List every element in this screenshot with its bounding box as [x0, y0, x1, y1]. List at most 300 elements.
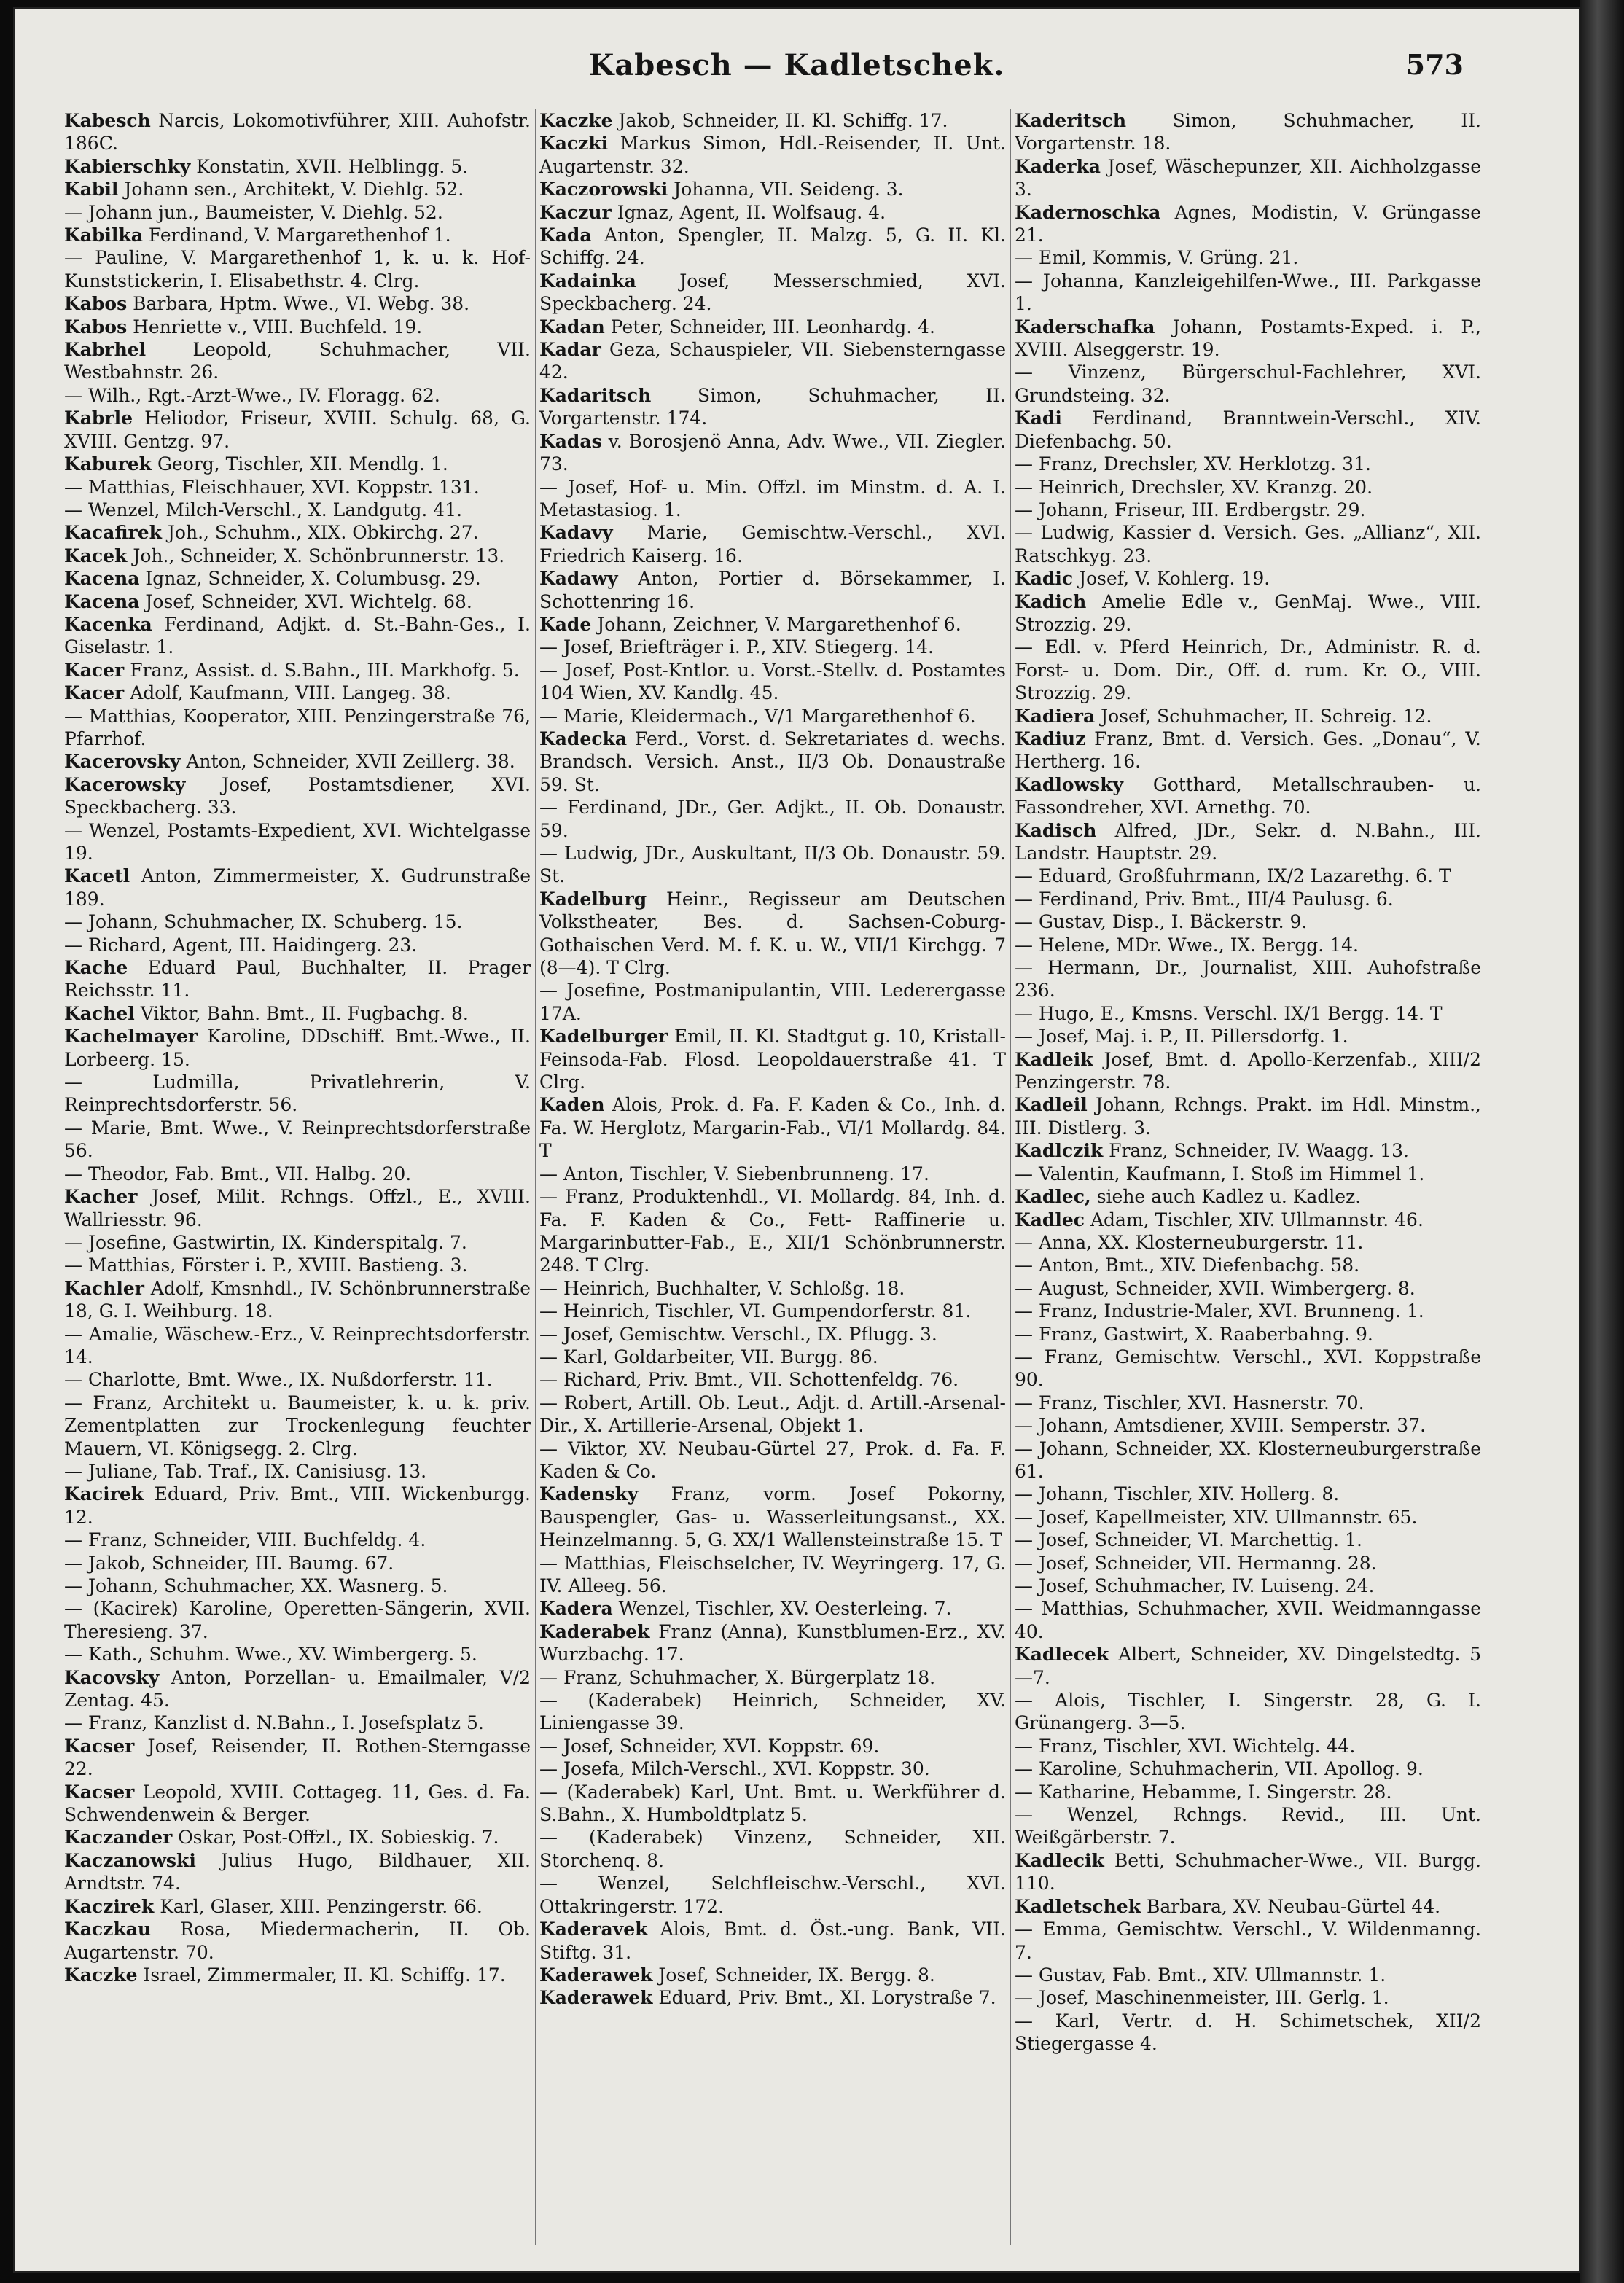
entry-details: — Charlotte, Bmt. Wwe., IX. Nußdorferstr. 11.: [64, 1369, 493, 1391]
entry-surname: Kaderawek: [539, 1987, 653, 2009]
entry-surname: Kabos: [64, 316, 128, 337]
entry-details: Narcis, Lokomotivführer, XIII. Auhofstr. 186C.: [64, 110, 531, 155]
entry-surname: Kada: [539, 225, 592, 246]
running-head: Kabesch — Kadletschek.: [588, 48, 1005, 82]
entry-details: Eduard, Priv. Bmt., VIII. Wickenburgg. 12.: [64, 1483, 531, 1528]
entry-surname: Kacena: [64, 568, 140, 590]
directory-entry: [1015, 1346, 1481, 1392]
entry-details: — Josefa, Milch-Verschl., XVI. Koppstr. 30.: [539, 1758, 930, 1780]
directory-entry: [539, 1552, 1006, 1598]
entry-surname: Kabrhel: [64, 339, 147, 361]
directory-entry: [1015, 819, 1481, 865]
directory-entry: [64, 1574, 531, 1597]
entry-surname: Kadaritsch: [539, 384, 652, 406]
directory-entry: [1015, 888, 1481, 910]
directory-entry: [64, 1781, 531, 1827]
directory-entry: [539, 567, 1006, 613]
entry-surname: Kadawy: [539, 568, 618, 590]
entry-surname: Kache: [64, 957, 128, 979]
directory-entry: [539, 1025, 1006, 1093]
entry-surname: Kaczke: [64, 1964, 138, 1986]
entry-details: — Josef, Hof- u. Min. Offzl. im Minstm. d. A. I. Metastasiog. 1.: [539, 476, 1006, 520]
entry-surname: Kaczirek: [64, 1895, 155, 1917]
directory-entry: [64, 1002, 531, 1025]
entry-details: — Pauline, V. Margarethenhof 1, k. u. k. Hof-Kunststickerin, I. Elisabethstr. 4. Clrg.: [64, 247, 531, 292]
entry-surname: Kaderka: [1015, 155, 1101, 177]
entry-details: — Franz, Drechsler, XV. Herklotzg. 31.: [1015, 453, 1371, 475]
entry-details: — Josef, Post-Kntlor. u. Vorst.-Stellv. d. Postamtes 104 Wien, XV. Kandlg. 45.: [539, 659, 1006, 704]
directory-entry: [539, 384, 1006, 430]
directory-entry: [1015, 910, 1481, 933]
directory-entry: [539, 659, 1006, 705]
directory-entry: [539, 1277, 1006, 1300]
entry-details: — Franz, Produktenhdl., VI. Mollardg. 84, Inh. d. Fa. F. Kaden & Co., Fett- Raffinerie u. Margarinbutter-Fab., E., XII/1 Schönbrunnerstr. 248. T Clrg.: [539, 1186, 1006, 1276]
directory-entry: [1015, 567, 1481, 590]
directory-entry: [539, 727, 1006, 796]
directory-entry: [1015, 590, 1481, 636]
entry-details: Emil, II. Kl. Stadtgut g. 10, Kristall-Feinsoda-Fab. Flosd. Leopoldauerstraße 41. T Clrg.: [539, 1026, 1006, 1093]
entry-details: — Karoline, Schuhmacherin, VII. Apollog. 9.: [1015, 1758, 1424, 1780]
entry-surname: Kadavy: [539, 522, 613, 544]
directory-entry: [64, 750, 531, 773]
directory-entry: [1015, 1002, 1481, 1025]
entry-details: Simon, Schuhmacher, II. Vorgartenstr. 174.: [539, 384, 1007, 429]
directory-entry: [539, 270, 1006, 316]
entry-surname: Kabierschky: [64, 155, 191, 177]
directory-entry: [539, 1620, 1006, 1666]
entry-surname: Kadas: [539, 430, 602, 452]
entry-surname: Kadlecik: [1015, 1849, 1104, 1871]
entry-details: Ferdinand, V. Margarethenhof 1.: [148, 225, 451, 246]
entry-details: — Gustav, Fab. Bmt., XIV. Ullmannstr. 1.: [1015, 1964, 1386, 1986]
entry-details: Alois, Bmt. d. Öst.-ung. Bank, VII. Stiftg. 31.: [539, 1919, 1006, 1963]
directory-entry: [1015, 1735, 1481, 1757]
entry-surname: Kadich: [1015, 590, 1087, 612]
entry-details: Johann sen., Architekt, V. Diehlg. 52.: [124, 179, 464, 200]
directory-entry: [64, 956, 531, 1002]
entry-surname: Kadar: [539, 339, 601, 361]
directory-entry: [1015, 1552, 1481, 1574]
directory-entry: [1015, 270, 1481, 316]
entry-details: Geza, Schauspieler, VII. Siebensterngasse 42.: [539, 339, 1006, 383]
directory-entry: [64, 292, 531, 315]
entry-details: Anton, Zimmermeister, X. Gudrunstraße 189.: [64, 865, 531, 910]
directory-entry: [1015, 1597, 1481, 1643]
entry-details: Leopold, Schuhmacher, VII. Westbahnstr. 26.: [64, 339, 531, 383]
directory-entry: [64, 316, 531, 338]
directory-entry: [539, 796, 1006, 842]
entry-details: Ferd., Vorst. d. Sekretariates d. wechs. Brandsch. Versich. Anst., II/3 Ob. Donaustraße 59. St.: [539, 727, 1007, 795]
directory-entry: [1015, 499, 1481, 521]
directory-entry: [1015, 1643, 1481, 1689]
entry-surname: Kabrle: [64, 407, 133, 429]
directory-entry: [64, 865, 531, 910]
entry-details: — Juliane, Tab. Traf., IX. Canisiusg. 13.: [64, 1460, 427, 1482]
directory-entry: [64, 1826, 531, 1849]
entry-surname: Kadleil: [1015, 1094, 1088, 1116]
entry-details: — Anton, Bmt., XIV. Diefenbachg. 58.: [1015, 1254, 1360, 1276]
directory-page: [13, 7, 1580, 2273]
directory-entry: [539, 613, 1006, 636]
directory-entry: [539, 1666, 1006, 1689]
entry-details: Alfred, JDr., Sekr. d. N.Bahn., III. Landstr. Hauptstr. 29.: [1015, 819, 1481, 864]
entry-details: Ferdinand, Adjkt. d. St.-Bahn-Ges., I. Giselastr. 1.: [64, 613, 531, 658]
entry-surname: Kadlec: [1015, 1209, 1085, 1230]
directory-entry: [1015, 109, 1481, 155]
entry-surname: Kaczorowski: [539, 179, 668, 200]
entry-details: Marie, Gemischtw.-Verschl., XVI. Friedrich Kaiserg. 16.: [539, 522, 1006, 566]
page-number: 573: [1405, 48, 1464, 81]
entry-details: — Anna, XX. Klosterneuburgerstr. 11.: [1015, 1231, 1364, 1253]
directory-entry: [1015, 476, 1481, 499]
entry-details: Joh., Schneider, X. Schönbrunnerstr. 13.: [133, 545, 505, 566]
directory-entry: [1015, 407, 1481, 453]
directory-entry: [64, 1666, 531, 1712]
entry-details: Josef, Milit. Rchngs. Offzl., E., XVIII. Wallriesstr. 96.: [64, 1186, 531, 1230]
entry-details: Franz, Assist. d. S.Bahn., III. Markhofg. 5.: [130, 659, 520, 681]
directory-entry: [64, 1323, 531, 1369]
entry-details: Karl, Glaser, XIII. Penzingerstr. 66.: [160, 1895, 483, 1917]
entry-surname: Kacek: [64, 545, 128, 566]
directory-entry: [539, 1689, 1006, 1735]
entry-details: Julius Hugo, Bildhauer, XII. Arndtstr. 74.: [64, 1849, 531, 1894]
entry-details: Agnes, Modistin, V. Grüngasse 21.: [1015, 201, 1481, 246]
directory-entry: [64, 1918, 531, 1964]
directory-entry: [64, 1117, 531, 1163]
entry-details: — Johann, Friseur, III. Erdbergstr. 29.: [1015, 499, 1366, 520]
entry-surname: Kacena: [64, 590, 140, 612]
entry-details: Josef, Reisender, II. Rothen-Sterngasse 22.: [64, 1735, 531, 1780]
directory-entry: [64, 224, 531, 246]
directory-entry: [64, 1597, 531, 1643]
entry-details: — Matthias, Kooperator, XIII. Penzingerstraße 76, Pfarrhof.: [64, 705, 531, 749]
entry-details: — Viktor, XV. Neubau-Gürtel 27, Prok. d. Fa. F. Kaden & Co.: [539, 1437, 1006, 1482]
directory-entry: [64, 590, 531, 613]
entry-details: — Emil, Kommis, V. Grüng. 21.: [1015, 247, 1299, 269]
directory-entry: [1015, 1689, 1481, 1735]
directory-entry: [64, 1025, 531, 1071]
directory-entry: [64, 705, 531, 751]
entry-surname: Kadernoschka: [1015, 201, 1161, 223]
entry-details: — Ferdinand, JDr., Ger. Adjkt., II. Ob. Donaustr. 59.: [539, 797, 1006, 841]
entry-details: Josef, Bmt. d. Apollo-Kerzenfab., XIII/2 Penzingerstr. 78.: [1015, 1048, 1481, 1093]
entry-details: Franz, Bmt. d. Versich. Ges. „Donau“, V. Hertherg. 16.: [1015, 727, 1481, 773]
entry-details: v. Borosjenö Anna, Adv. Wwe., VII. Ziegler. 73.: [539, 430, 1006, 475]
entry-surname: Kacovsky: [64, 1666, 160, 1688]
entry-surname: Kaderabek: [539, 1620, 650, 1642]
directory-entry: [539, 979, 1006, 1025]
entry-surname: Kadletschek: [1015, 1895, 1141, 1917]
entry-details: Betti, Schuhmacher-Wwe., VII. Burgg. 110.: [1015, 1849, 1481, 1894]
directory-entry: [1015, 1803, 1481, 1849]
directory-entry: [64, 934, 531, 956]
entry-surname: Kadecka: [539, 727, 628, 749]
entry-surname: Kaderawek: [539, 1964, 653, 1986]
entry-details: Leopold, XVIII. Cottageg. 11, Ges. d. Fa. Schwendenwein & Berger.: [64, 1781, 531, 1826]
entry-surname: Kachel: [64, 1002, 135, 1024]
entry-details: Josef, Schneider, XVI. Wichtelg. 68.: [145, 590, 472, 612]
directory-entry: [539, 1781, 1006, 1827]
entry-surname: Kacafirek: [64, 522, 162, 544]
entry-surname: Kaderitsch: [1015, 110, 1127, 131]
directory-entry: [539, 1093, 1006, 1162]
entry-details: — Kath., Schuhm. Wwe., XV. Wimbergerg. 5.: [64, 1644, 477, 1666]
column-left: [64, 109, 536, 2245]
directory-entry: [64, 1071, 531, 1117]
entry-surname: Kacerowsky: [64, 773, 186, 795]
entry-surname: Kadera: [539, 1598, 613, 1620]
directory-entry: [539, 1826, 1006, 1872]
directory-entry: [64, 1392, 531, 1460]
directory-entry: [1015, 705, 1481, 727]
entry-surname: Kadleik: [1015, 1048, 1093, 1070]
entry-details: Josef, Schneider, IX. Bergg. 8.: [658, 1964, 935, 1986]
entry-details: Josef, Postamtsdiener, XVI. Speckbacherg. 33.: [64, 773, 531, 819]
directory-entry: [1015, 1574, 1481, 1597]
directory-entry: [64, 178, 531, 200]
entry-surname: Kacher: [64, 1186, 138, 1208]
entry-details: Israel, Zimmermaler, II. Kl. Schiffg. 17.: [143, 1964, 506, 1986]
entry-details: Peter, Schneider, III. Leonhardg. 4.: [610, 316, 935, 337]
directory-entry: [64, 1712, 531, 1734]
directory-entry: [1015, 934, 1481, 956]
directory-entry: [1015, 1757, 1481, 1780]
directory-entry: [1015, 1964, 1481, 1986]
entry-surname: Kade: [539, 613, 592, 635]
directory-entry: [64, 1552, 531, 1574]
entry-details: — (Kaderabek) Karl, Unt. Bmt. u. Werkführer d. S.Bahn., X. Humboldtplatz 5.: [539, 1781, 1006, 1826]
entry-details: Josef, V. Kohlerg. 19.: [1079, 568, 1270, 590]
directory-entry: [64, 384, 531, 407]
directory-entry: [64, 499, 531, 521]
directory-entry: [539, 1735, 1006, 1757]
directory-entry: [64, 1964, 531, 1986]
directory-entry: [539, 1757, 1006, 1780]
entry-surname: Kachler: [64, 1277, 144, 1299]
directory-entry: [539, 1872, 1006, 1918]
directory-entry: [1015, 1392, 1481, 1414]
entry-details: — Matthias, Fleischhauer, XVI. Koppstr. 131.: [64, 476, 480, 498]
entry-details: — Marie, Kleidermach., V/1 Margarethenhof 6.: [539, 705, 976, 727]
directory-entry: [64, 1483, 531, 1529]
entry-details: — Anton, Tischler, V. Siebenbrunneng. 17.: [539, 1163, 929, 1185]
entry-details: — Johann, Schneider, XX. Klosterneuburgerstraße 61.: [1015, 1437, 1481, 1482]
entry-details: — Franz, Kanzlist d. N.Bahn., I. Josefsplatz 5.: [64, 1712, 484, 1734]
directory-entry: [1015, 1139, 1481, 1162]
entry-surname: Kaczke: [539, 110, 613, 131]
directory-entry: [1015, 453, 1481, 475]
entry-details: — Karl, Vertr. d. H. Schimetschek, XII/2 Stiegergasse 4.: [1015, 2010, 1481, 2055]
directory-entry: [1015, 1437, 1481, 1483]
directory-entry: [1015, 1529, 1481, 1551]
entry-details: Albert, Schneider, XV. Dingelstedtg. 5—7.: [1015, 1644, 1482, 1688]
directory-entry: [539, 1392, 1006, 1437]
entry-details: Viktor, Bahn. Bmt., II. Fugbachg. 8.: [140, 1002, 469, 1024]
directory-entry: [1015, 1163, 1481, 1185]
entry-details: Josef, Schuhmacher, II. Schreig. 12.: [1101, 705, 1432, 727]
directory-entry: [64, 155, 531, 178]
entry-surname: Kadlecek: [1015, 1644, 1109, 1666]
directory-entry: [64, 407, 531, 453]
directory-entry: [539, 178, 1006, 200]
entry-details: — Heinrich, Tischler, VI. Gumpendorferstr. 81.: [539, 1300, 972, 1322]
directory-entry: [1015, 1277, 1481, 1300]
directory-entry: [1015, 1048, 1481, 1094]
entry-details: — Franz, Tischler, XVI. Hasnerstr. 70.: [1015, 1392, 1365, 1413]
entry-details: Konstatin, XVII. Helblingg. 5.: [196, 155, 469, 177]
entry-surname: Kacser: [64, 1781, 135, 1803]
entry-surname: Kachelmayer: [64, 1026, 198, 1047]
entry-details: — Alois, Tischler, I. Singerstr. 28, G. I. Grünangerg. 3—5.: [1015, 1690, 1481, 1734]
entry-details: — Theodor, Fab. Bmt., VII. Halbg. 20.: [64, 1163, 412, 1185]
directory-entry: [1015, 201, 1481, 247]
entry-details: — Franz, Schuhmacher, X. Bürgerplatz 18.: [539, 1666, 936, 1688]
directory-entry: [539, 842, 1006, 888]
entry-surname: Kadlowsky: [1015, 773, 1124, 795]
entry-details: Alois, Prok. d. Fa. F. Kaden & Co., Inh. d. Fa. W. Herglotz, Margarin-Fab., VI/1 Mollardg. 84. T: [539, 1094, 1006, 1162]
entry-details: Ignaz, Schneider, X. Columbusg. 29.: [145, 568, 481, 590]
entry-details: Barbara, XV. Neubau-Gürtel 44.: [1147, 1895, 1441, 1917]
directory-entry: [539, 224, 1006, 270]
directory-entry: [539, 1483, 1006, 1551]
entry-surname: Kaczur: [539, 201, 612, 223]
entry-details: — August, Schneider, XVII. Wimbergerg. 8.: [1015, 1277, 1416, 1299]
directory-entry: [64, 567, 531, 590]
entry-details: — (Kaderabek) Vinzenz, Schneider, XII. Storchenq. 8.: [539, 1827, 1006, 1871]
entry-surname: Kadiera: [1015, 705, 1096, 727]
entry-details: Henriette v., VIII. Buchfeld. 19.: [133, 316, 423, 337]
entry-details: Heliodor, Friseur, XVIII. Schulg. 68, G. XVIII. Gentzg. 97.: [64, 407, 531, 452]
directory-entry: [64, 773, 531, 819]
directory-entry: [539, 109, 1006, 132]
directory-entry: [64, 1231, 531, 1254]
directory-entry: [1015, 1483, 1481, 1505]
entry-details: — Johanna, Kanzleigehilfen-Wwe., III. Parkgasse 1.: [1015, 270, 1481, 315]
directory-entry: [539, 316, 1006, 338]
entry-details: Johann, Postamts-Exped. i. P., XVIII. Alseggerstr. 19.: [1015, 316, 1481, 361]
directory-entry: [539, 1346, 1006, 1368]
directory-entry: [1015, 1414, 1481, 1437]
directory-entry: [1015, 636, 1481, 704]
entry-details: — Eduard, Großfuhrmann, IX/2 Lazarethg. 6. T: [1015, 865, 1451, 887]
entry-details: — Josef, Schuhmacher, IV. Luiseng. 24.: [1015, 1575, 1375, 1596]
entry-details: Adam, Tischler, XIV. Ullmannstr. 46.: [1090, 1209, 1424, 1230]
entry-surname: Kabilka: [64, 225, 143, 246]
directory-entry: [539, 1163, 1006, 1185]
entry-details: Jakob, Schneider, II. Kl. Schiffg. 17.: [618, 110, 948, 131]
column-middle: [539, 109, 1011, 2245]
directory-entry: [1015, 2010, 1481, 2056]
entry-surname: Kaczki: [539, 133, 609, 155]
entry-surname: Kacser: [64, 1735, 135, 1757]
entry-details: — Vinzenz, Bürgerschul-Fachlehrer, XVI. Grundsteing. 32.: [1015, 362, 1481, 406]
entry-details: — Jakob, Schneider, III. Baumg. 67.: [64, 1552, 394, 1574]
entry-details: — Wenzel, Rchngs. Revid., III. Unt. Weißgärberstr. 7.: [1015, 1804, 1481, 1849]
directory-entry: [64, 476, 531, 499]
directory-entry: [539, 1964, 1006, 1986]
entry-details: — Josefine, Gastwirtin, IX. Kinderspitalg. 7.: [64, 1231, 467, 1253]
entry-details: — Josef, Briefträger i. P., XIV. Stiegerg. 14.: [539, 636, 934, 658]
directory-entry: [1015, 1895, 1481, 1918]
directory-entry: [1015, 1025, 1481, 1047]
entry-details: Eduard, Priv. Bmt., XI. Lorystraße 7.: [658, 1987, 996, 2009]
entry-details: — Heinrich, Drechsler, XV. Kranzg. 20.: [1015, 476, 1373, 498]
entry-details: — Johann, Schuhmacher, XX. Wasnerg. 5.: [64, 1575, 448, 1596]
entry-details: — Heinrich, Buchhalter, V. Schloßg. 18.: [539, 1277, 905, 1299]
entry-details: — Matthias, Förster i. P., XVIII. Bastieng. 3.: [64, 1254, 468, 1276]
entry-details: Ferdinand, Branntwein-Verschl., XIV. Diefenbachg. 50.: [1015, 407, 1482, 452]
entry-details: Gotthard, Metallschrauben- u. Fassondreher, XVI. Arnethg. 70.: [1015, 773, 1481, 819]
directory-entry: [64, 338, 531, 384]
directory-entry: [1015, 1781, 1481, 1803]
entry-details: — (Kacirek) Karoline, Operetten-Sängerin, XVII. Theresieng. 37.: [64, 1598, 531, 1642]
entry-surname: Kaczander: [64, 1827, 173, 1849]
directory-entry: [539, 476, 1006, 522]
entry-details: Anton, Porzellan- u. Emailmaler, V/2 Zentag. 45.: [64, 1666, 531, 1712]
entry-details: — Ludwig, Kassier d. Versich. Ges. „Allianz“, XII. Ratschkyg. 23.: [1015, 522, 1481, 566]
entry-details: — Valentin, Kaufmann, I. Stoß im Himmel 1.: [1015, 1163, 1425, 1185]
entry-details: Wenzel, Tischler, XV. Oesterleing. 7.: [618, 1598, 952, 1620]
entry-details: Josef, Wäschepunzer, XII. Aichholzgasse 3.: [1015, 155, 1481, 200]
entry-surname: Kacenka: [64, 613, 152, 635]
entry-details: Anton, Schneider, XVII Zeillerg. 38.: [186, 751, 515, 773]
entry-details: — Richard, Agent, III. Haidingerg. 23.: [64, 934, 418, 956]
directory-entry: [64, 1277, 531, 1323]
entry-details: Franz, Schneider, IV. Waagg. 13.: [1109, 1140, 1409, 1162]
entry-details: — Franz, Schneider, VIII. Buchfeldg. 4.: [64, 1529, 426, 1551]
entry-surname: Kabos: [64, 293, 128, 315]
entry-surname: Kaczanowski: [64, 1849, 196, 1871]
directory-entry: [539, 636, 1006, 658]
entry-details: — Emma, Gemischtw. Verschl., V. Wildenmanng. 7.: [1015, 1919, 1481, 1963]
directory-entry: [1015, 1231, 1481, 1254]
entry-details: Simon, Schuhmacher, II. Vorgartenstr. 18.: [1015, 110, 1482, 155]
directory-entry: [1015, 956, 1481, 1002]
entry-surname: Kadi: [1015, 407, 1062, 429]
entry-surname: Kadlec,: [1015, 1186, 1091, 1208]
directory-entry: [64, 1643, 531, 1666]
directory-entry: [539, 521, 1006, 567]
entry-details: — Ludmilla, Privatlehrerin, V. Reinprechtsdorferstr. 56.: [64, 1072, 531, 1116]
directory-entry: [64, 1529, 531, 1551]
entry-details: Oskar, Post-Offzl., IX. Sobieskig. 7.: [178, 1827, 499, 1849]
entry-surname: Kadelburger: [539, 1026, 668, 1047]
directory-entry: [64, 1163, 531, 1185]
entry-details: — Franz, Architekt u. Baumeister, k. u. k. priv. Zementplatten zur Trockenlegung feuchter Mauern, VI. Königsegg. 2. Clrg.: [64, 1392, 531, 1459]
directory-entry: [1015, 521, 1481, 567]
entry-details: — Josef, Maj. i. P., II. Pillersdorfg. 1.: [1015, 1026, 1348, 1047]
book-edge: [1580, 0, 1624, 2283]
entry-details: — Johann, Schuhmacher, IX. Schuberg. 15.: [64, 911, 463, 933]
entry-details: — Wenzel, Selchfleischw.-Verschl., XVI. Ottakringerstr. 172.: [539, 1873, 1006, 1917]
directory-entry: [64, 659, 531, 682]
entry-surname: Kaderschafka: [1015, 316, 1155, 337]
directory-entry: [539, 1185, 1006, 1277]
entry-details: Anton, Portier d. Börsekammer, I. Schottenring 16.: [539, 568, 1006, 612]
directory-entry: [539, 201, 1006, 224]
entry-surname: Kadelburg: [539, 888, 647, 910]
entry-details: Anton, Spengler, II. Malzg. 5, G. II. Kl. Schiffg. 24.: [539, 225, 1006, 269]
entry-details: Adolf, Kaufmann, VIII. Langeg. 38.: [130, 682, 451, 704]
directory-entry: [539, 1918, 1006, 1964]
entry-details: — Franz, Industrie-Maler, XVI. Brunneng. 1.: [1015, 1300, 1424, 1322]
directory-entry: [64, 682, 531, 704]
directory-entry: [1015, 361, 1481, 407]
directory-entry: [64, 109, 531, 155]
entry-surname: Kaderavek: [539, 1919, 648, 1940]
entry-details: — Helene, MDr. Wwe., IX. Bergg. 14.: [1015, 934, 1359, 956]
directory-entry: [64, 521, 531, 544]
